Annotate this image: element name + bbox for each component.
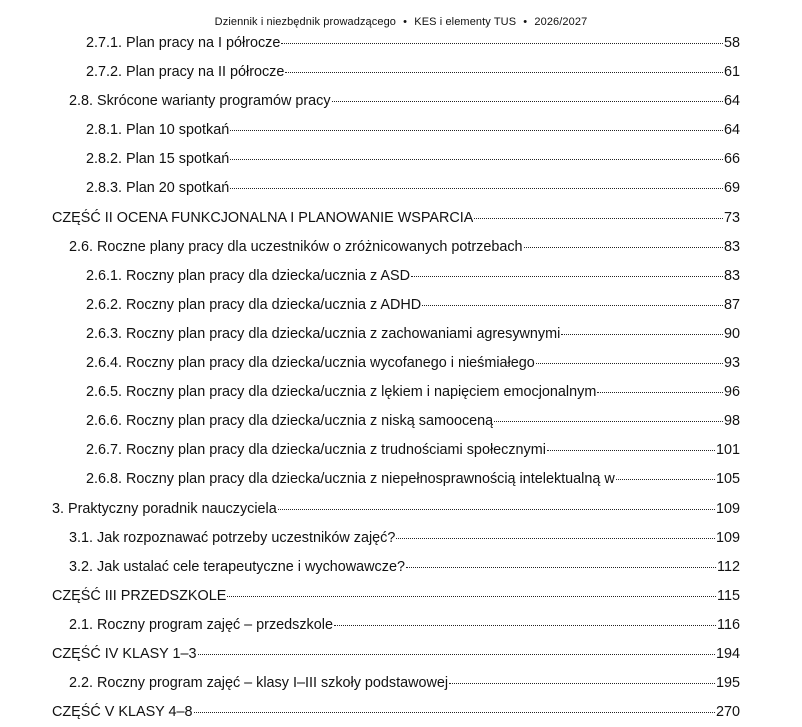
toc-entry-title: 2.6.1. Roczny plan pracy dla dziecka/ucznia z ASD: [86, 267, 410, 284]
toc-entry-line: [69, 529, 740, 547]
toc-entry-line: [52, 645, 740, 663]
toc-dot-leader: [422, 305, 723, 306]
toc-page-number: 96: [723, 384, 740, 401]
toc-entry-title: 2.2. Roczny program zajęć – klasy I–III szkoły podstawowej: [69, 675, 449, 692]
toc-entry-title: 3.2. Jak ustalać cele terapeutyczne i wychowawcze?: [69, 558, 405, 575]
toc-page-number: 194: [715, 645, 740, 662]
toc-entry-line: [86, 63, 740, 81]
toc-entry-title: 2.1. Roczny program zajęć – przedszkole: [69, 616, 333, 633]
toc-page-number: 270: [715, 704, 740, 721]
toc-page-number: 64: [723, 93, 740, 110]
toc-entry[interactable]: [0, 29, 802, 58]
toc-dot-leader: [285, 72, 723, 73]
toc-dot-leader: [281, 43, 723, 44]
toc-entry-title: 2.6.3. Roczny plan pracy dla dziecka/ucznia z zachowaniami agresywnymi: [86, 325, 561, 342]
toc-page-number: 69: [723, 180, 740, 197]
toc-entry[interactable]: [0, 145, 802, 174]
toc-entry-title: CZĘŚĆ III PRZEDSZKOLE: [52, 587, 227, 604]
toc-entry-line: [86, 470, 740, 488]
toc-page-number: 105: [715, 471, 740, 488]
toc-dot-leader: [227, 596, 716, 597]
toc-entry-title: 2.8. Skrócone warianty programów pracy: [69, 93, 331, 110]
toc-entry-line: [52, 703, 740, 721]
toc-dot-leader: [449, 683, 715, 684]
toc-entry[interactable]: [0, 553, 802, 582]
toc-dot-leader: [198, 654, 715, 655]
toc-entry-line: [86, 150, 740, 168]
running-header: [0, 16, 802, 28]
toc-entry-line: [86, 267, 740, 285]
toc-entry-title: 2.6.2. Roczny plan pracy dla dziecka/ucznia z ADHD: [86, 296, 422, 313]
toc-entry[interactable]: [0, 116, 802, 145]
toc-entry-line: [86, 325, 740, 343]
toc-page-number: 58: [723, 35, 740, 51]
toc-page-number: 112: [717, 558, 740, 575]
toc-page-number: 98: [723, 413, 740, 430]
toc-dot-leader: [494, 421, 723, 422]
toc-entry-title: CZĘŚĆ V KLASY 4–8: [52, 704, 193, 721]
toc-entry-line: [69, 558, 740, 576]
toc-entry-line: [52, 587, 740, 605]
toc-entry-title: CZĘŚĆ II OCENA FUNKCJONALNA I PLANOWANIE WSPARCIA: [52, 209, 474, 226]
toc-entry[interactable]: [0, 407, 802, 436]
header-subtitle: KES i elementy TUS: [414, 16, 517, 28]
toc-entry-title: 2.6.8. Roczny plan pracy dla dziecka/ucznia z niepełnosprawnością intelektualną w: [86, 471, 615, 488]
toc-page-number: 109: [715, 500, 740, 517]
toc-entry-line: [86, 412, 740, 430]
toc-entry-line: [52, 500, 740, 518]
toc-entry-line: [86, 296, 740, 314]
toc-page-number: 64: [723, 122, 740, 139]
toc-entry[interactable]: [0, 640, 802, 669]
toc-entry[interactable]: [0, 233, 802, 262]
toc-entry[interactable]: [0, 669, 802, 698]
toc-entry-line: [86, 179, 740, 197]
toc-dot-leader: [616, 479, 715, 480]
toc-dot-leader: [547, 450, 715, 451]
toc-entry-title: 3. Praktyczny poradnik nauczyciela: [52, 500, 277, 517]
toc-entry-title: 2.6.5. Roczny plan pracy dla dziecka/ucznia z lękiem i napięciem emocjonalnym: [86, 384, 597, 401]
toc-entry[interactable]: [0, 87, 802, 116]
header-document-title: Dziennik i niezbędnik prowadzącego: [214, 16, 397, 28]
toc-entry-line: [86, 34, 740, 52]
toc-page-number: 109: [715, 529, 740, 546]
toc-dot-leader: [230, 130, 723, 131]
toc-dot-leader: [561, 334, 723, 335]
toc-page-number: 66: [723, 151, 740, 168]
toc-page-number: 195: [715, 675, 740, 692]
header-school-year: 2026/2027: [534, 16, 588, 28]
toc-entry-line: [86, 441, 740, 459]
toc-dot-leader: [411, 276, 723, 277]
toc-dot-leader: [597, 392, 723, 393]
toc-entry-title: 2.6.4. Roczny plan pracy dla dziecka/ucznia wycofanego i nieśmiałego: [86, 355, 535, 372]
toc-entry-title: 2.8.1. Plan 10 spotkań: [86, 122, 230, 139]
toc-dot-leader: [332, 101, 723, 102]
toc-dot-leader: [194, 712, 715, 713]
toc-entry[interactable]: [0, 174, 802, 203]
toc-page-number: 73: [723, 209, 740, 226]
toc-page-number: 83: [723, 267, 740, 284]
toc-entry-title: 2.6. Roczne plany pracy dla uczestników o zróżnicowanych potrzebach: [69, 238, 523, 255]
toc-entry[interactable]: [0, 495, 802, 524]
toc-entry[interactable]: [0, 349, 802, 378]
toc-entry-title: 2.6.6. Roczny plan pracy dla dziecka/ucznia z niską samooceną: [86, 413, 494, 430]
toc-entry[interactable]: [0, 58, 802, 87]
header-separator: •: [523, 16, 528, 28]
toc-entry-line: [86, 354, 740, 372]
toc-entry-line: [69, 92, 740, 110]
toc-entry[interactable]: [0, 320, 802, 349]
toc-entry[interactable]: [0, 465, 802, 494]
toc-entry[interactable]: [0, 582, 802, 611]
toc-entry-line: [86, 121, 740, 139]
toc-entry-title: CZĘŚĆ IV KLASY 1–3: [52, 645, 197, 662]
toc-entry[interactable]: [0, 524, 802, 553]
toc-page-number: 87: [723, 296, 740, 313]
toc-entry[interactable]: [0, 698, 802, 727]
toc-entry[interactable]: [0, 262, 802, 291]
toc-entry-title: 2.7.1. Plan pracy na I półrocze: [86, 35, 281, 51]
toc-entry-title: 2.7.2. Plan pracy na II półrocze: [86, 64, 285, 81]
toc-entry[interactable]: [0, 378, 802, 407]
toc-dot-leader: [278, 509, 715, 510]
toc-entry-line: [69, 238, 740, 256]
toc-entry-title: 2.8.3. Plan 20 spotkań: [86, 180, 230, 197]
toc-page-number: 83: [723, 238, 740, 255]
toc-page-number: 61: [723, 64, 740, 81]
toc-entry-title: 3.1. Jak rozpoznawać potrzeby uczestników zajęć?: [69, 529, 396, 546]
toc-entry-line: [86, 383, 740, 401]
toc-page-number: 90: [723, 325, 740, 342]
toc-dot-leader: [230, 188, 723, 189]
toc-entry-line: [69, 616, 740, 634]
toc-entry[interactable]: [0, 611, 802, 640]
toc-dot-leader: [474, 218, 723, 219]
toc-entry[interactable]: [0, 436, 802, 465]
toc-entry[interactable]: [0, 291, 802, 320]
toc-page-number: 93: [723, 355, 740, 372]
toc-entry-title: 2.6.7. Roczny plan pracy dla dziecka/ucznia z trudnościami społecznymi: [86, 442, 546, 459]
toc-page-number: 116: [717, 616, 740, 633]
toc-dot-leader: [406, 567, 716, 568]
toc-entry-line: [52, 209, 740, 227]
toc-entry[interactable]: [0, 204, 802, 233]
toc-dot-leader: [536, 363, 723, 364]
toc-dot-leader: [396, 538, 715, 539]
toc-entry-title: 2.8.2. Plan 15 spotkań: [86, 151, 230, 168]
toc-page-number: 101: [715, 442, 740, 459]
table-of-contents: [0, 29, 802, 727]
toc-entry-line: [69, 674, 740, 692]
toc-dot-leader: [334, 625, 716, 626]
header-separator: •: [403, 16, 408, 28]
toc-page-number: 115: [717, 587, 740, 604]
toc-dot-leader: [230, 159, 723, 160]
toc-dot-leader: [524, 247, 723, 248]
